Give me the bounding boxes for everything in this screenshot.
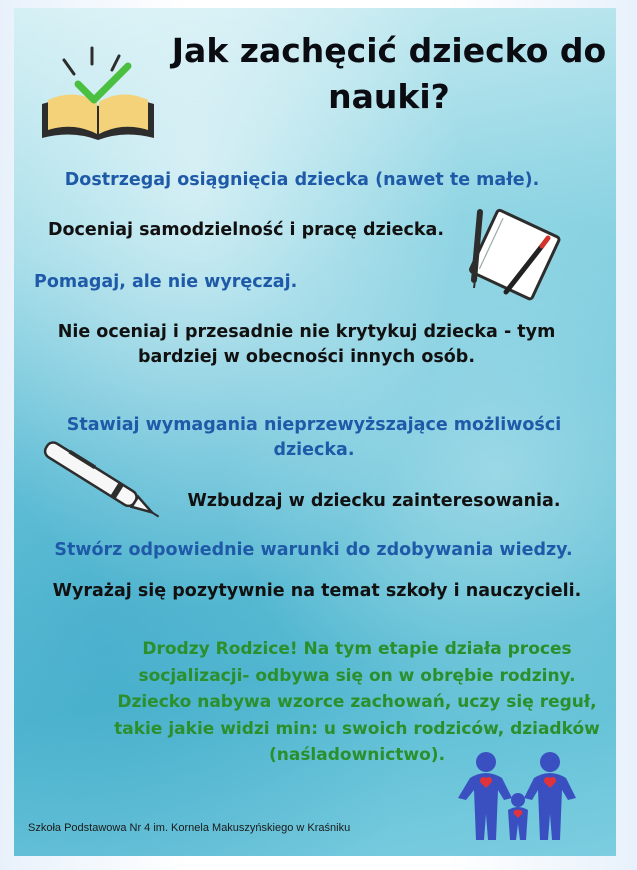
- school-footer: Szkoła Podstawowa Nr 4 im. Kornela Makuszyńskiego w Kraśniku: [28, 822, 351, 834]
- tip-2: Doceniaj samodzielność i pracę dziecka.: [47, 220, 444, 240]
- tip-5: Stawiaj wymagania nieprzewyższające możliwości dziecka.: [66, 415, 562, 460]
- tip-7: Stwórz odpowiednie warunki do zdobywania wiedzy.: [54, 540, 573, 560]
- tip-4: Nie oceniaj i przesadnie nie krytykuj dziecka - tym bardziej w obecności innych osób.: [57, 322, 556, 367]
- notebook-pen-icon: [458, 206, 568, 306]
- pen-icon: [28, 428, 178, 538]
- tip-1: Dostrzegaj osiągnięcia dziecka (nawet te małe).: [64, 170, 540, 190]
- tip-8: Wyrażaj się pozytywnie na temat szkoły i nauczycieli.: [52, 581, 582, 601]
- tip-6: Wzbudzaj w dziecku zainteresowania.: [187, 491, 561, 511]
- family-icon: [452, 748, 582, 848]
- parents-message: Drodzy Rodzice! Na tym etapie działa proces socjalizacji- odbywa się on w obrębie rodziny. Dziecko nabywa wzorce zachowań, uczy się reguł, takie jakie widzi min: u swoich rodziców, dziadków (naśladownictwo).: [114, 639, 600, 766]
- open-book-check-icon: [34, 40, 164, 150]
- poster: [14, 8, 616, 856]
- page-title: Jak zachęcić dziecko do nauki?: [171, 31, 607, 117]
- tip-3: Pomagaj, ale nie wyręczaj.: [34, 272, 298, 292]
